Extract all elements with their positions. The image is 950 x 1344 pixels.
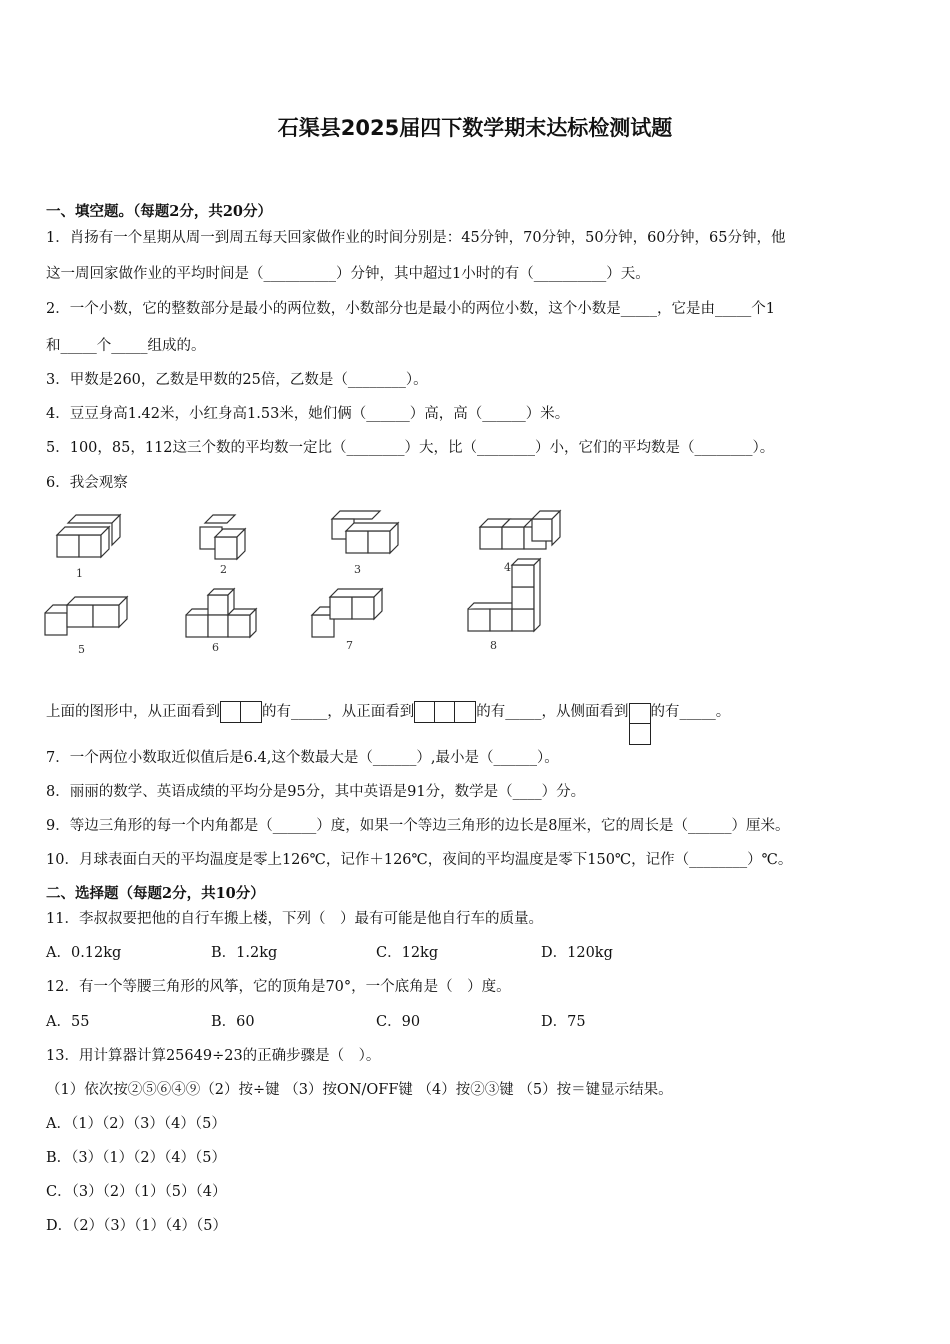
q6-part-2: 的有_____，从正面看到 xyxy=(262,704,415,720)
question-3: 3．甲数是260，乙数是甲数的25倍，乙数是（________）。 xyxy=(46,372,428,388)
question-12-options xyxy=(46,1012,706,1032)
option-a: A．55 xyxy=(46,1014,90,1030)
question-5: 5．100，85，112这三个数的平均数一定比（________）大，比（________）小，它们的平均数是（________）。 xyxy=(46,440,775,456)
question-11-options xyxy=(46,943,706,963)
vertical-two-squares-view-icon xyxy=(629,703,651,745)
question-13-steps: （1）依次按②⑤⑥④⑨（2）按÷键 （3）按ON/OFF键 （4）按②③键 （5）按＝键显示结果。 xyxy=(46,1082,673,1098)
fig-label-2: 2 xyxy=(220,563,227,576)
option-c: C．12kg xyxy=(376,945,439,961)
question-13-option-b: B．（3）（1）（2）（4）（5） xyxy=(46,1150,227,1166)
option-c: C．90 xyxy=(376,1014,421,1030)
question-2-line-1: 2．一个小数，它的整数部分是最小的两位数，小数部分也是最小的两位小数，这个小数是_____，它是由_____个1 xyxy=(46,301,775,317)
option-b: B．60 xyxy=(211,1014,255,1030)
cube-figure-3 xyxy=(332,511,398,553)
question-11: 11．李叔叔要把他的自行车搬上楼，下列（ ）最有可能是他自行车的质量。 xyxy=(46,911,543,927)
fig-label-4: 4 xyxy=(504,561,511,574)
option-a: A．0.12kg xyxy=(46,945,122,961)
fig-label-3: 3 xyxy=(354,563,361,576)
question-9: 9．等边三角形的每一个内角都是（______）度，如果一个等边三角形的边长是8厘米，它的周长是（______）厘米。 xyxy=(46,818,790,834)
q6-part-4: 的有_____。 xyxy=(650,704,731,720)
three-squares-view-icon xyxy=(414,701,476,723)
page-title: 石渠县2025届四下数学期末达标检测试题 xyxy=(277,116,673,140)
cube-figures xyxy=(40,505,580,670)
question-13-option-a: A．（1）（2）（3）（4）（5） xyxy=(46,1116,226,1132)
cube-figure-6 xyxy=(186,589,256,637)
section-2-heading: 二、选择题（每题2分，共10分） xyxy=(46,885,265,902)
fig-label-6: 6 xyxy=(212,641,219,654)
q6-part-1: 上面的图形中，从正面看到 xyxy=(46,704,220,720)
question-1-line-1: 1．肖扬有一个星期从周一到周五每天回家做作业的时间分别是：45分钟，70分钟，50分钟，60分钟，65分钟，他 xyxy=(46,230,786,246)
question-8: 8．丽丽的数学、英语成绩的平均分是95分，其中英语是91分，数学是（____）分。 xyxy=(46,784,586,800)
question-13: 13．用计算器计算25649÷23的正确步骤是（ ）。 xyxy=(46,1048,381,1064)
question-12: 12．有一个等腰三角形的风筝，它的顶角是70°，一个底角是（ ）度。 xyxy=(46,979,511,995)
fig-label-8: 8 xyxy=(490,639,497,652)
option-d: D．75 xyxy=(541,1014,586,1030)
fig-label-7: 7 xyxy=(346,639,353,652)
fig-label-5: 5 xyxy=(78,643,85,656)
question-2-line-2: 和_____个_____组成的。 xyxy=(46,338,206,354)
cube-figure-7 xyxy=(312,589,382,637)
question-6: 6．我会观察 xyxy=(46,475,128,491)
cube-figure-1 xyxy=(57,515,120,557)
two-squares-view-icon xyxy=(220,701,262,723)
cube-figure-2 xyxy=(200,515,245,559)
question-6-text xyxy=(46,700,730,745)
q6-part-3: 的有_____，从侧面看到 xyxy=(476,704,629,720)
question-13-option-d: D．（2）（3）（1）（4）（5） xyxy=(46,1218,228,1234)
question-4: 4．豆豆身高1.42米，小红身高1.53米，她们俩（______）高，高（______）米。 xyxy=(46,406,570,422)
question-7: 7．一个两位小数取近似值后是6.4,这个数最大是（______）,最小是（______）。 xyxy=(46,750,559,766)
cube-figure-4 xyxy=(480,511,560,549)
question-1-line-2: 这一周回家做作业的平均时间是（__________）分钟，其中超过1小时的有（__________）天。 xyxy=(46,266,650,282)
option-d: D．120kg xyxy=(541,945,613,961)
question-10: 10．月球表面白天的平均温度是零上126℃，记作＋126℃，夜间的平均温度是零下150℃，记作（________）℃。 xyxy=(46,852,793,868)
cube-figure-5 xyxy=(45,597,127,635)
option-b: B．1.2kg xyxy=(211,945,278,961)
question-13-option-c: C．（3）（2）（1）（5）（4） xyxy=(46,1184,227,1200)
fig-label-1: 1 xyxy=(76,567,83,580)
section-1-heading: 一、填空题。（每题2分，共20分） xyxy=(46,203,273,220)
